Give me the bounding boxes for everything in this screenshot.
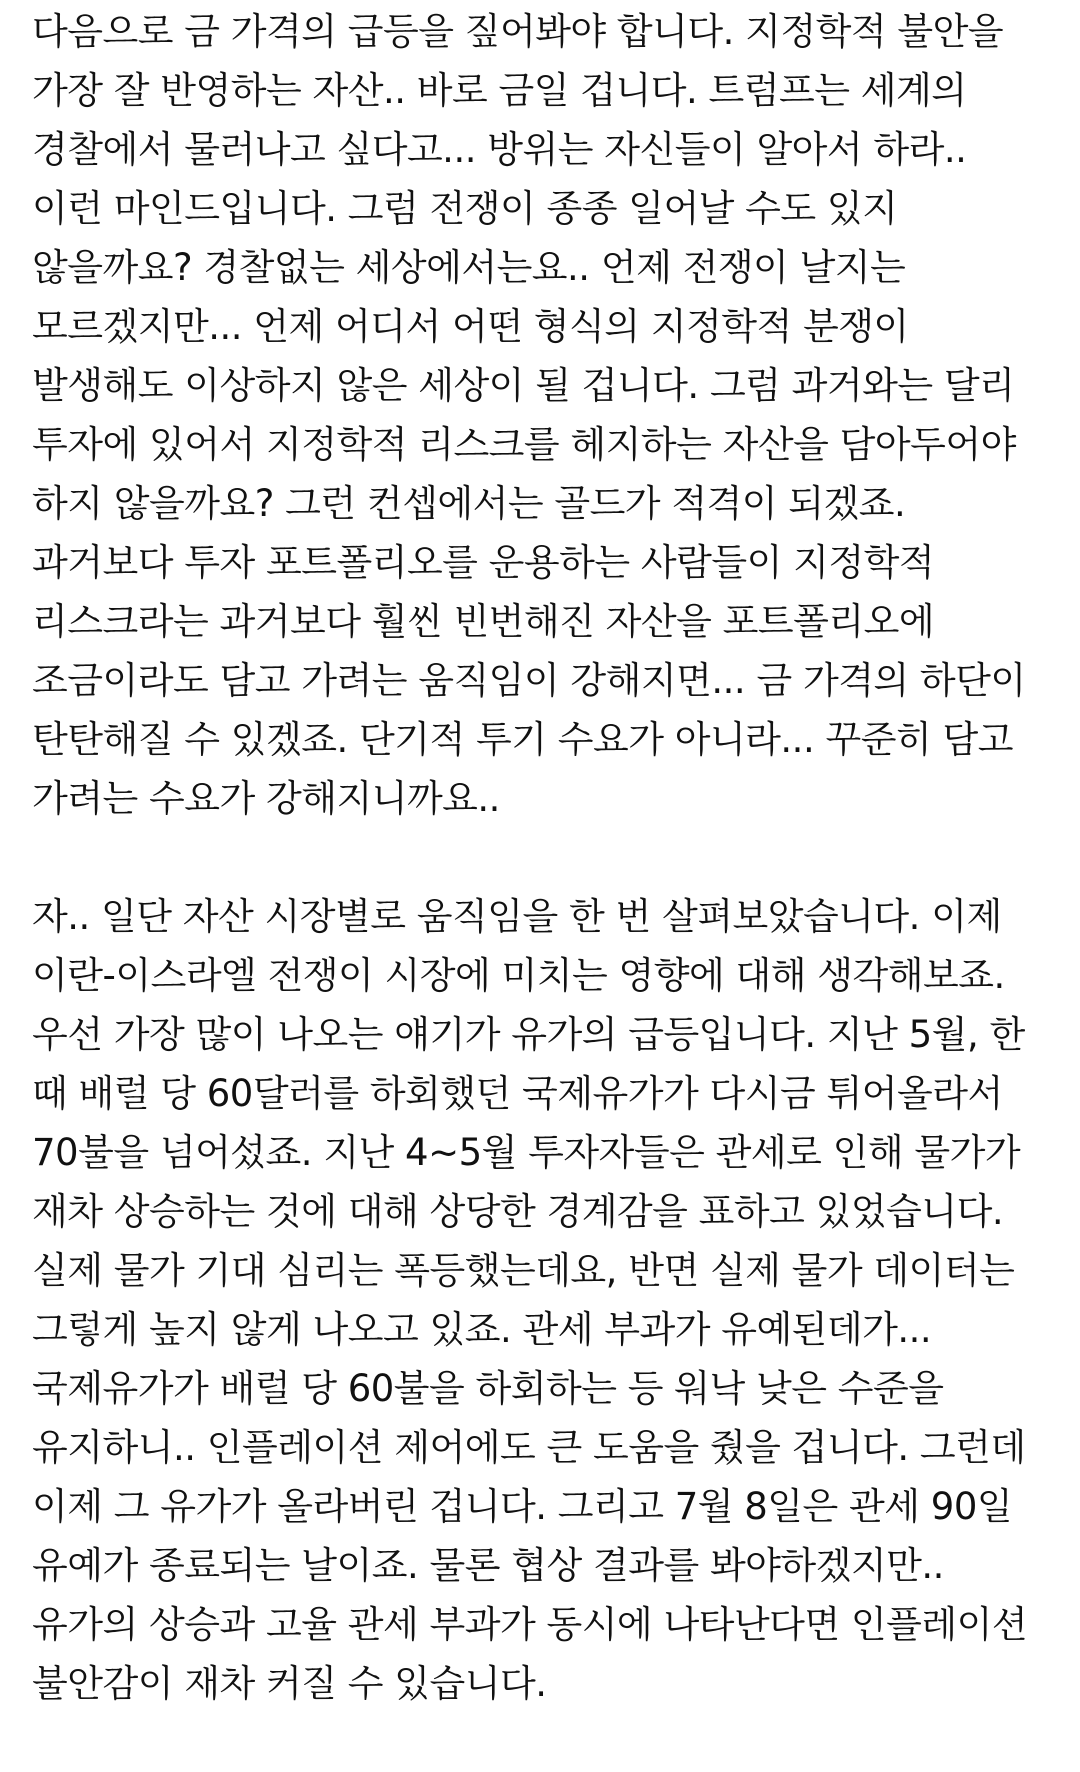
text-line: 국제유가가 배럴 당 60불을 하회하는 등 워낙 낮은 수준을 — [32, 1367, 944, 1410]
text-line: 투자에 있어서 지정학적 리스크를 헤지하는 자산을 담아두어야 — [32, 423, 1016, 466]
text-line: 이란-이스라엘 전쟁이 시장에 미치는 영향에 대해 생각해보죠. — [32, 954, 1005, 997]
text-line: 리스크라는 과거보다 훨씬 빈번해진 자산을 포트폴리오에 — [32, 600, 935, 643]
text-line: 유가의 상승과 고율 관세 부과가 동시에 나타난다면 인플레이션 — [32, 1603, 1028, 1646]
text-line: 모르겠지만... 언제 어디서 어떤 형식의 지정학적 분쟁이 — [32, 305, 909, 348]
article-body — [32, 0, 1072, 1713]
text-line: 조금이라도 담고 가려는 움직임이 강해지면... 금 가격의 하단이 — [32, 659, 1026, 702]
paragraph-spacer — [32, 828, 1072, 887]
text-line: 유지하니.. 인플레이션 제어에도 큰 도움을 줬을 겁니다. 그런데 — [32, 1426, 1026, 1469]
text-line: 않을까요? 경찰없는 세상에서는요.. 언제 전쟁이 날지는 — [32, 246, 906, 289]
paragraph-oil — [32, 887, 1072, 1713]
text-line: 가장 잘 반영하는 자산.. 바로 금일 겁니다. 트럼프는 세계의 — [32, 69, 967, 112]
text-line: 그렇게 높지 않게 나오고 있죠. 관세 부과가 유예된데가... — [32, 1308, 932, 1351]
text-line: 탄탄해질 수 있겠죠. 단기적 투기 수요가 아니라... 꾸준히 담고 — [32, 718, 1013, 761]
text-line: 우선 가장 많이 나오는 얘기가 유가의 급등입니다. 지난 5월, 한 — [32, 1013, 1025, 1056]
text-line: 때 배럴 당 60달러를 하회했던 국제유가가 다시금 튀어올라서 — [32, 1072, 1003, 1115]
text-line: 실제 물가 기대 심리는 폭등했는데요, 반면 실제 물가 데이터는 — [32, 1249, 1015, 1292]
text-line: 다음으로 금 가격의 급등을 짚어봐야 합니다. 지정학적 불안을 — [32, 10, 1004, 53]
text-line: 불안감이 재차 커질 수 있습니다. — [32, 1662, 547, 1705]
text-line: 이제 그 유가가 올라버린 겁니다. 그리고 7월 8일은 관세 90일 — [32, 1485, 1013, 1528]
text-line: 발생해도 이상하지 않은 세상이 될 겁니다. 그럼 과거와는 달리 — [32, 364, 1015, 407]
text-line: 과거보다 투자 포트폴리오를 운용하는 사람들이 지정학적 — [32, 541, 935, 584]
text-line: 가려는 수요가 강해지니까요.. — [32, 777, 500, 820]
text-line: 이런 마인드입니다. 그럼 전쟁이 종종 일어날 수도 있지 — [32, 187, 898, 230]
text-line: 70불을 넘어섰죠. 지난 4~5월 투자자들은 관세로 인해 물가가 — [32, 1131, 1021, 1174]
paragraph-gold — [32, 0, 1072, 828]
text-line: 자.. 일단 자산 시장별로 움직임을 한 번 살펴보았습니다. 이제 — [32, 895, 1002, 938]
text-line: 하지 않을까요? 그런 컨셉에서는 골드가 적격이 되겠죠. — [32, 482, 906, 525]
text-line: 경찰에서 물러나고 싶다고... 방위는 자신들이 알아서 하라.. — [32, 128, 967, 171]
text-line: 유예가 종료되는 날이죠. 물론 협상 결과를 봐야하겠지만.. — [32, 1544, 944, 1587]
text-line: 재차 상승하는 것에 대해 상당한 경계감을 표하고 있었습니다. — [32, 1190, 1004, 1233]
